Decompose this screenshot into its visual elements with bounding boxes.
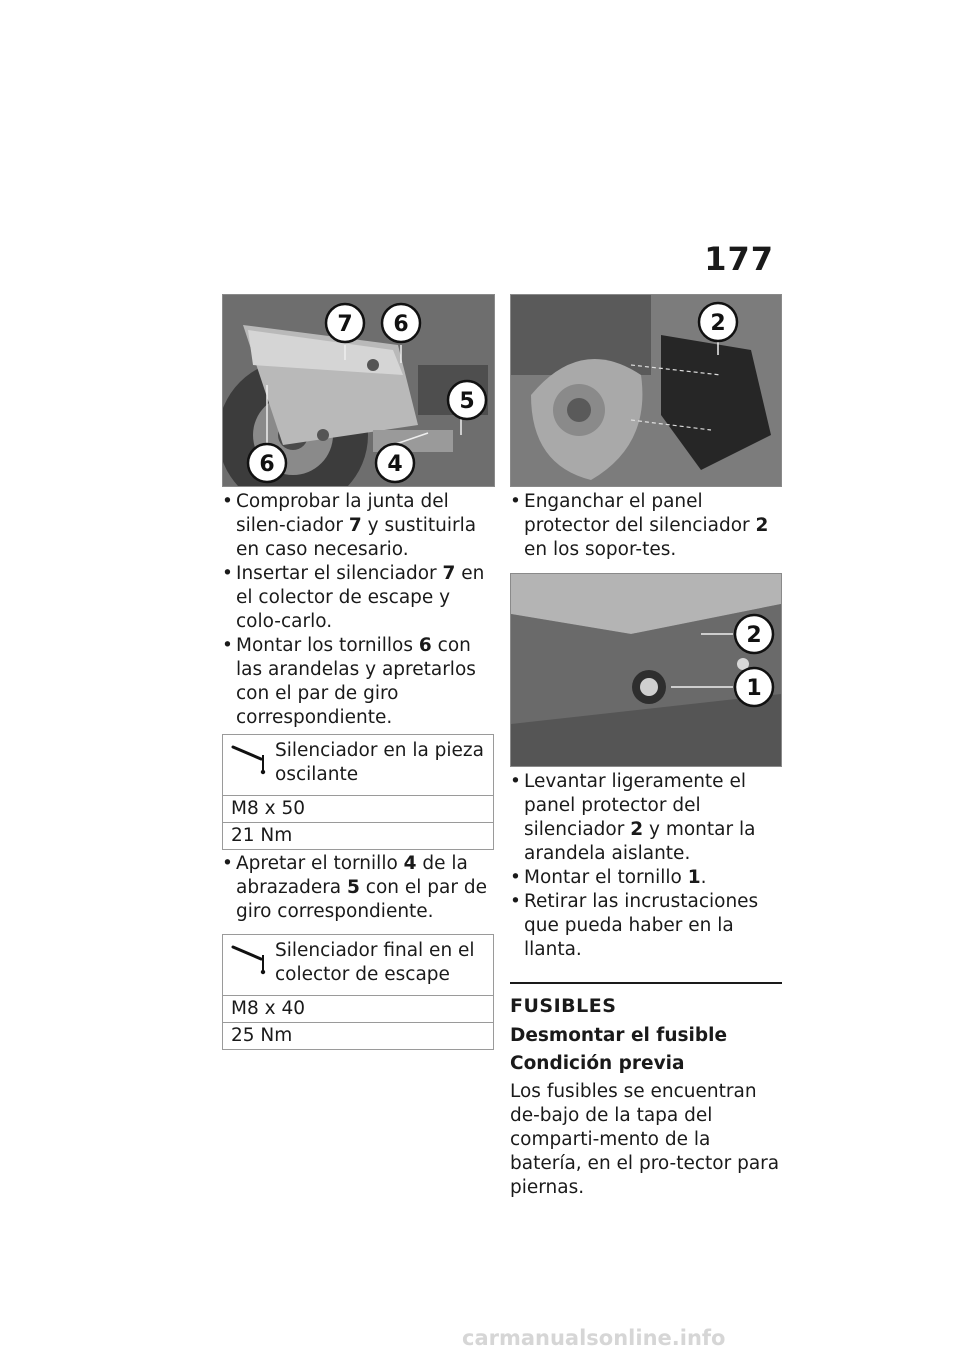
step-mount-screw: • Montar el tornillo 1. xyxy=(510,866,782,890)
left-column xyxy=(222,490,494,1050)
exhaust-silencer-photo xyxy=(222,294,495,487)
torque-spec-size: M8 x 40 xyxy=(223,996,493,1023)
subsection-title: Desmontar el fusible xyxy=(510,1025,727,1046)
torque-spec-title: Silenciador en la pieza oscilante xyxy=(275,740,484,785)
svg-text:2: 2 xyxy=(710,311,726,336)
torque-spec-table-1 xyxy=(222,734,494,850)
torque-spec-size: M8 x 50 xyxy=(223,796,493,823)
torque-spec-value: 25 Nm xyxy=(231,1025,293,1046)
svg-text:7: 7 xyxy=(337,312,353,337)
section-title: FUSIBLES xyxy=(510,995,617,1017)
step-remove-deposits: • Retirar las incrustaciones que pueda haber en la llanta. xyxy=(510,890,782,962)
torque-spec-value: 21 Nm xyxy=(231,825,293,846)
precondition-text: Los fusibles se encuentran de-bajo de la tapa del comparti-mento de la batería, en el pro-tector para piernas. xyxy=(510,1081,780,1198)
torque-wrench-icon xyxy=(231,741,271,775)
svg-text:1: 1 xyxy=(746,676,762,701)
page-number: 177 xyxy=(704,240,774,278)
svg-text:4: 4 xyxy=(387,452,403,477)
exhaust-silencer-illustration xyxy=(223,295,494,486)
step-tighten-clamp: • Apretar el tornillo 4 de la abrazadera 5 con el par de giro correspondiente. xyxy=(222,852,494,924)
torque-spec-table-2 xyxy=(222,934,494,1050)
right-column xyxy=(510,490,782,562)
torque-spec-header xyxy=(223,935,493,996)
watermark: carmanualsonline.info xyxy=(462,1326,726,1350)
step-lift-panel: • Levantar ligeramente el panel protector del silenciador 2 y montar la arandela aislante. xyxy=(510,770,782,866)
torque-spec-header xyxy=(223,735,493,796)
silencer-panel-illustration xyxy=(511,295,781,486)
svg-text:6: 6 xyxy=(393,312,409,337)
svg-text:2: 2 xyxy=(746,623,762,648)
right-column-lower xyxy=(510,770,782,1200)
step-mount-screws: • Montar los tornillos 6 con las arandelas y apretarlos con el par de giro correspondiente. xyxy=(222,634,494,730)
svg-text:6: 6 xyxy=(259,452,275,477)
panel-screw-photo xyxy=(510,573,782,767)
step-check-gasket: • Comprobar la junta del silen-ciador 7 y sustituirla en caso necesario. xyxy=(222,490,494,562)
section-divider xyxy=(510,982,782,984)
panel-screw-illustration xyxy=(511,574,781,766)
torque-spec-title: Silenciador final en el colector de escape xyxy=(275,940,475,985)
torque-wrench-icon xyxy=(231,941,271,975)
precondition-label: Condición previa xyxy=(510,1053,685,1074)
step-hook-panel: • Enganchar el panel protector del silenciador 2 en los sopor-tes. xyxy=(510,490,782,562)
svg-text:5: 5 xyxy=(459,389,475,414)
step-insert-silencer: • Insertar el silenciador 7 en el colector de escape y colo-carlo. xyxy=(222,562,494,634)
silencer-panel-photo xyxy=(510,294,782,487)
